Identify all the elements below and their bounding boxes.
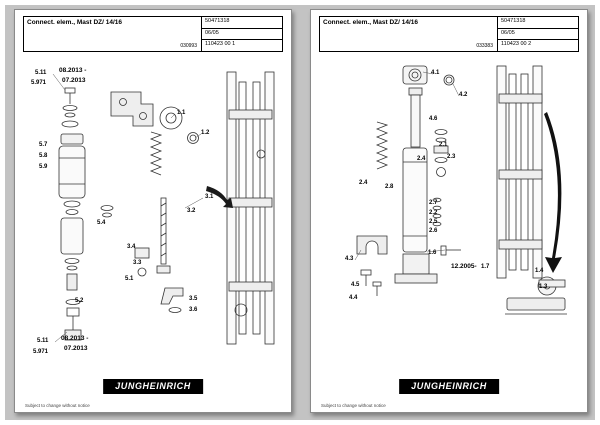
page-1 — [14, 9, 292, 413]
callout-label: 4.4 — [349, 295, 358, 301]
callout-label: 2.8 — [385, 184, 394, 190]
callout-label: 07.2013 — [62, 77, 86, 84]
drawing-code: 033383 — [476, 43, 493, 49]
callout-label: 5.9 — [39, 164, 48, 170]
callout-label: 5.2 — [75, 298, 84, 304]
revision-date: 06/05 — [202, 29, 282, 41]
callout-label: 07.2013 — [64, 345, 88, 352]
callout-label: 08.2013 - — [61, 335, 89, 342]
mast-assembly — [227, 72, 274, 344]
part-number: 50471318 — [498, 17, 578, 29]
callout-label: 2.5 — [429, 219, 438, 225]
callout-label: 3.4 — [127, 244, 136, 250]
title-block-left — [24, 17, 202, 51]
callout-label: 3.1 — [205, 194, 214, 200]
title-block-right — [202, 17, 282, 51]
callout-label: 3.2 — [187, 208, 196, 214]
page-2 — [310, 9, 588, 413]
footer-note: Subject to change without notice — [321, 403, 386, 408]
page-title: Connect. elem., Mast DZ/ 14/16 — [323, 19, 419, 26]
title-block — [23, 16, 283, 52]
callout-label: 5.11 — [35, 70, 47, 76]
callout-label: 2.7 — [429, 200, 438, 206]
callout-label: 4.5 — [351, 282, 360, 288]
exploded-view-drawing — [15, 58, 293, 378]
callout-label: 3.3 — [133, 260, 142, 266]
document-number: 110423 00 1 — [205, 41, 236, 48]
callout-label: 4.1 — [431, 70, 440, 76]
callout-label: 3.5 — [189, 296, 198, 302]
callout-label: 3.6 — [189, 307, 198, 313]
bracket-and-bearing — [101, 92, 199, 313]
callout-label: 2.6 — [429, 228, 438, 234]
title-block — [319, 16, 579, 52]
part-number: 50471318 — [202, 17, 282, 29]
revision-date: 06/05 — [498, 29, 578, 41]
curved-arrow-icon — [544, 112, 562, 273]
mast-assembly — [497, 66, 567, 314]
callout-label: 4.6 — [429, 116, 438, 122]
exploded-diagram-2 — [311, 58, 589, 378]
exploded-view-drawing — [311, 58, 589, 378]
callout-label: 5.11 — [37, 338, 49, 344]
brand-logo: JUNGHEINRICH — [103, 379, 203, 394]
callout-label: 1.2 — [201, 130, 210, 136]
callout-label: 5.7 — [39, 142, 48, 148]
callout-label: 2.4 — [359, 180, 368, 186]
callout-label: 2.3 — [447, 154, 456, 160]
callout-label: 2.4 — [417, 156, 426, 162]
callout-label: 5.8 — [39, 153, 48, 159]
brand-logo: JUNGHEINRICH — [399, 379, 499, 394]
footer-note: Subject to change without notice — [25, 403, 90, 408]
callout-label: 1.1 — [177, 110, 186, 116]
title-block-right — [498, 17, 578, 51]
callout-label: 5.1 — [125, 276, 134, 282]
drawing-code: 030993 — [180, 43, 197, 49]
callout-label: 2.1 — [439, 142, 448, 148]
callout-label: 5.4 — [97, 220, 106, 226]
callout-label: 12.2005- — [451, 263, 477, 270]
title-block-left — [320, 17, 498, 51]
document-viewer — [5, 5, 595, 420]
callout-label: 1.3 — [539, 284, 548, 290]
exploded-diagram-1 — [15, 58, 293, 378]
callout-label: 1.7 — [481, 264, 490, 270]
page-title: Connect. elem., Mast DZ/ 14/16 — [27, 19, 123, 26]
cylinder-assembly — [357, 66, 461, 296]
callout-label: 5.971 — [33, 349, 49, 355]
callout-label: 4.2 — [459, 92, 468, 98]
callout-label: 5.971 — [31, 80, 47, 86]
callout-label: 08.2013 - — [59, 67, 87, 74]
callout-label: 2.2 — [429, 210, 438, 216]
callout-label: 1.4 — [535, 268, 544, 274]
callout-label: 4.3 — [345, 256, 354, 262]
callout-label: 1.6 — [428, 250, 437, 256]
document-number: 110423 00 2 — [501, 41, 532, 48]
